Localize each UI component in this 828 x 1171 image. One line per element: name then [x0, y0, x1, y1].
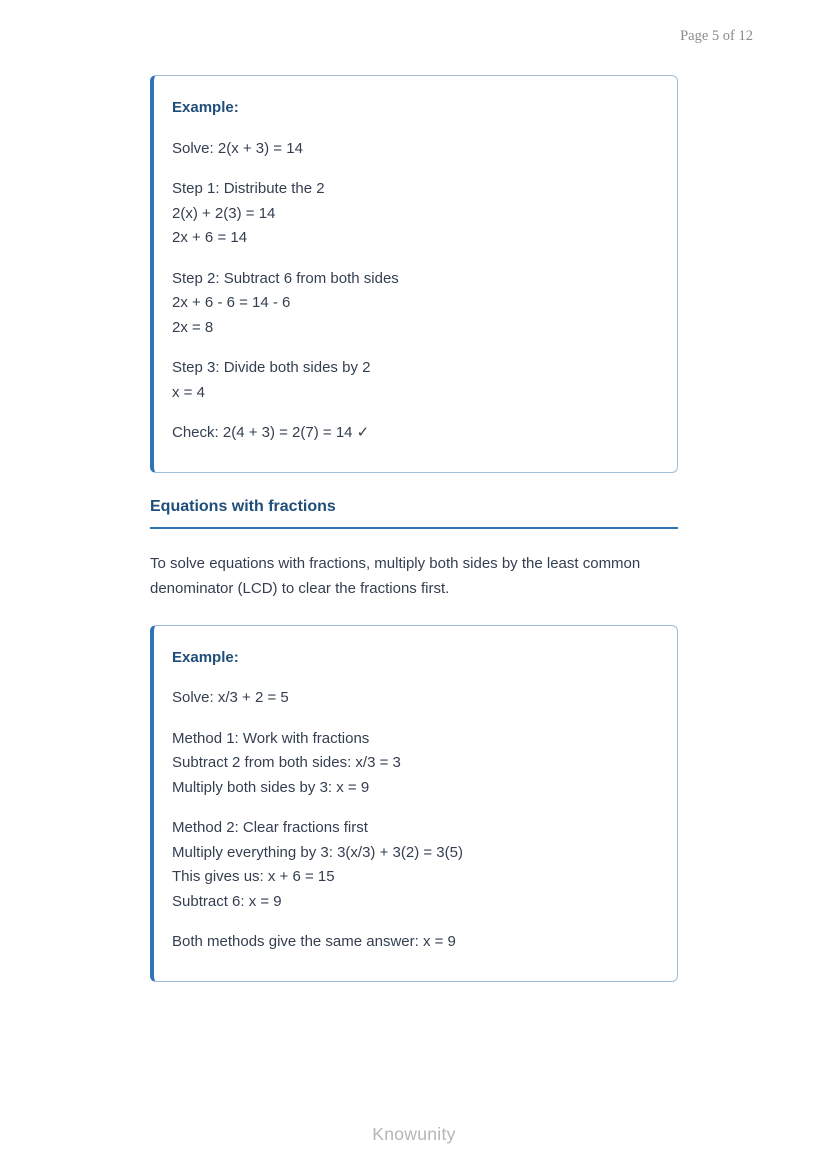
example-paragraph: Solve: x/3 + 2 = 5: [172, 689, 289, 706]
example-paragraph: Solve: 2(x + 3) = 14: [172, 139, 303, 157]
example-label: Example:: [172, 648, 239, 666]
section-divider: [150, 527, 678, 529]
example-paragraph: Both methods give the same answer: x = 9: [172, 933, 456, 950]
example-paragraph: Step 1: Distribute the 2 2(x) + 2(3) = 14 2x + 6 = 14: [172, 180, 325, 246]
example-paragraph: Check: 2(4 + 3) = 2(7) = 14 ✓: [172, 424, 370, 441]
example-paragraph: Method 1: Work with fractions Subtract 2 from both sides: x/3 = 3 Multiply both sides by 3: x = 9: [172, 729, 401, 796]
example-paragraph: Method 2: Clear fractions first Multiply everything by 3: 3(x/3) + 3(2) = 3(5) This gives us: x + 6 = 15 Subtract 6: x = 9: [172, 819, 463, 910]
example-body: [172, 137, 653, 446]
example-body: [172, 686, 653, 955]
content-column: [150, 75, 678, 982]
example-paragraph: Step 2: Subtract 6 from both sides 2x + 6 - 6 = 14 - 6 2x = 8: [172, 269, 399, 336]
example-box-1: [150, 75, 678, 473]
example-paragraph: Step 3: Divide both sides by 2 x = 4: [172, 359, 371, 401]
example-box-2: [150, 625, 678, 982]
section-paragraph: To solve equations with fractions, multiply both sides by the least common denominator (LCD) to clear the fractions first.: [150, 554, 641, 597]
example-label: Example:: [172, 99, 239, 116]
section-heading: Equations with fractions: [150, 497, 336, 515]
page-number: Page 5 of 12: [680, 28, 753, 44]
footer-brand: Knowunity: [372, 1124, 456, 1144]
